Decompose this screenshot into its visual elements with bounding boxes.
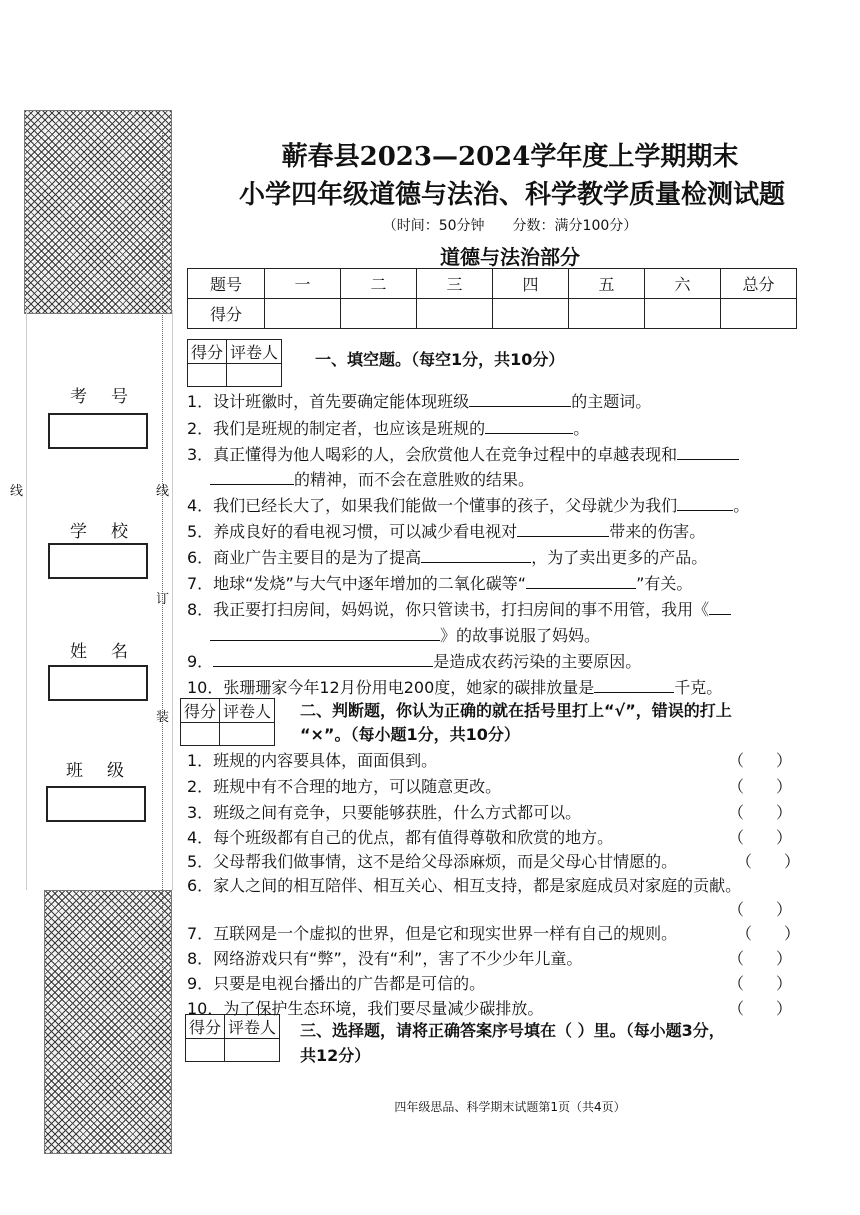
- score-cell[interactable]: [341, 299, 417, 329]
- part1-heading: 一、填空题。（每空1分，共10分）: [315, 350, 565, 369]
- part2-heading-line1: 二、判断题，你认为正确的就在括号里打上“√”，错误的打上: [300, 701, 732, 720]
- exam-title-line2: 小学四年级道德与法治、科学教学质量检测试题: [238, 180, 785, 210]
- answer-blank[interactable]: [469, 389, 571, 407]
- answer-parentheses[interactable]: （ ）: [728, 828, 793, 847]
- margin-char-line-left: 线: [10, 484, 24, 499]
- fill-question-1: 1．设计班徽时，首先要确定能体现班级 的主题词。: [187, 389, 651, 412]
- grader-box-part3: [185, 1014, 280, 1062]
- judge-question-10: 10．为了保护生态环境，我们要尽量减少碳排放。: [187, 999, 544, 1018]
- answer-parentheses[interactable]: （ ）: [736, 924, 801, 943]
- fill-question-8-cont: 》的故事说服了妈妈。: [210, 623, 600, 646]
- score-table-header: 题号: [188, 269, 265, 299]
- grader-score-cell[interactable]: [188, 364, 227, 387]
- fill-question-3: 3．真正懂得为他人喝彩的人，会欣赏他人在竞争过程中的卓越表现和: [187, 442, 739, 465]
- answer-blank[interactable]: [526, 571, 636, 589]
- exam-title-line1: 蕲春县2023—2024学年度上学期期末: [281, 142, 739, 172]
- exam-time-score-info: （时间：50分钟 分数：满分100分）: [382, 218, 638, 234]
- score-row-label: 得分: [188, 299, 265, 329]
- score-table-header: 总分: [721, 269, 797, 299]
- grader-name-label: 评卷人: [227, 340, 282, 364]
- score-cell[interactable]: [417, 299, 493, 329]
- margin-char-ding: 订: [156, 592, 170, 607]
- score-table-header: 三: [417, 269, 493, 299]
- hatched-block-bottom: [44, 890, 172, 1154]
- answer-blank[interactable]: [421, 545, 531, 563]
- answer-parentheses[interactable]: （ ）: [736, 852, 801, 871]
- grader-name-cell[interactable]: [227, 364, 282, 387]
- school-label: 学校: [70, 522, 152, 542]
- answer-parentheses[interactable]: （ ）: [728, 974, 793, 993]
- answer-parentheses[interactable]: （ ）: [728, 751, 793, 770]
- margin-char-line-right: 线: [156, 484, 170, 499]
- answer-blank[interactable]: [517, 519, 609, 537]
- answer-blank[interactable]: [485, 416, 573, 434]
- score-table-header: 二: [341, 269, 417, 299]
- part3-heading-line2: 共12分）: [300, 1046, 371, 1065]
- fill-question-4: 4．我们已经长大了，如果我们能做一个懂事的孩子，父母就少为我们 。: [187, 493, 749, 516]
- answer-parentheses[interactable]: （ ）: [728, 949, 793, 968]
- grader-score-label: 得分: [186, 1015, 225, 1039]
- school-field[interactable]: [48, 543, 148, 579]
- name-field[interactable]: [48, 665, 148, 701]
- score-table-score-row: [188, 299, 797, 329]
- judge-question-4: 4．每个班级都有自己的优点，都有值得尊敬和欣赏的地方。: [187, 828, 614, 847]
- grader-name-label: 评卷人: [220, 699, 275, 723]
- score-table: [187, 268, 797, 329]
- grader-name-label: 评卷人: [225, 1015, 280, 1039]
- fill-question-6: 6．商业广告主要目的是为了提高 ，为了卖出更多的产品。: [187, 545, 707, 568]
- fill-question-9: 9． 是造成农药污染的主要原因。: [187, 649, 641, 672]
- score-cell[interactable]: [645, 299, 721, 329]
- judge-question-8: 8．网络游戏只有“弊”，没有“利”，害了不少少年儿童。: [187, 949, 583, 968]
- fill-question-3-cont: 的精神，而不会在意胜败的结果。: [210, 467, 534, 490]
- score-cell[interactable]: [493, 299, 569, 329]
- grader-name-cell[interactable]: [225, 1039, 280, 1062]
- grader-score-cell[interactable]: [181, 723, 220, 746]
- score-cell[interactable]: [721, 299, 797, 329]
- score-table-header: 四: [493, 269, 569, 299]
- hatched-block-top: [24, 110, 172, 314]
- grader-score-cell[interactable]: [186, 1039, 225, 1062]
- score-cell[interactable]: [265, 299, 341, 329]
- answer-blank[interactable]: [677, 493, 733, 511]
- judge-question-2: 2．班规中有不合理的地方，可以随意更改。: [187, 777, 502, 796]
- judge-question-6: 6．家人之间的相互陪伴、相互关心、相互支持，都是家庭成员对家庭的贡献。: [187, 876, 742, 895]
- section-title: 道德与法治部分: [440, 245, 580, 269]
- fill-question-5: 5．养成良好的看电视习惯，可以减少看电视对 带来的伤害。: [187, 519, 705, 542]
- score-table-header: 六: [645, 269, 721, 299]
- class-field[interactable]: [46, 786, 146, 822]
- fill-question-10: 10．张珊珊家今年12月份用电200度，她家的碳排放量是 千克。: [187, 675, 722, 698]
- grader-box-part1: [187, 339, 282, 387]
- exam-number-field[interactable]: [48, 413, 148, 449]
- judge-question-3: 3．班级之间有竞争，只要能够获胜，什么方式都可以。: [187, 803, 582, 822]
- answer-blank[interactable]: [210, 623, 440, 641]
- answer-parentheses[interactable]: （ ）: [728, 900, 793, 919]
- answer-parentheses[interactable]: （ ）: [728, 777, 793, 796]
- answer-blank[interactable]: [709, 597, 731, 615]
- fill-question-2: 2．我们是班规的制定者，也应该是班规的 。: [187, 416, 589, 439]
- score-table-header: 一: [265, 269, 341, 299]
- answer-blank[interactable]: [210, 467, 294, 485]
- part2-heading-line2: “×”。（每小题1分，共10分）: [300, 725, 520, 744]
- answer-blank[interactable]: [594, 675, 674, 693]
- score-cell[interactable]: [569, 299, 645, 329]
- grader-score-label: 得分: [181, 699, 220, 723]
- answer-blank[interactable]: [677, 442, 739, 460]
- grader-name-cell[interactable]: [220, 723, 275, 746]
- score-table-header-row: [188, 269, 797, 299]
- grader-box-part2: [180, 698, 275, 746]
- margin-char-zhuang: 装: [156, 710, 170, 725]
- answer-parentheses[interactable]: （ ）: [728, 803, 793, 822]
- exam-number-label: 考号: [70, 387, 152, 407]
- binding-dotted-line: [162, 130, 163, 990]
- answer-blank[interactable]: [213, 649, 433, 667]
- answer-parentheses[interactable]: （ ）: [728, 999, 793, 1018]
- fill-question-7: 7．地球“发烧”与大气中逐年增加的二氧化碳等“ ”有关。: [187, 571, 692, 594]
- page-footer: 四年级思品、科学期末试题第1页（共4页）: [394, 1100, 626, 1114]
- judge-question-5: 5．父母帮我们做事情，这不是给父母添麻烦，而是父母心甘情愿的。: [187, 852, 678, 871]
- name-label: 姓名: [70, 642, 152, 662]
- grader-score-label: 得分: [188, 340, 227, 364]
- judge-question-7: 7．互联网是一个虚拟的世界，但是它和现实世界一样有自己的规则。: [187, 924, 678, 943]
- judge-question-9: 9．只要是电视台播出的广告都是可信的。: [187, 974, 486, 993]
- part3-heading-line1: 三、选择题，请将正确答案序号填在（ ）里。（每小题3分，: [300, 1021, 725, 1040]
- fill-question-8: 8．我正要打扫房间，妈妈说，你只管读书，打扫房间的事不用管，我用《: [187, 597, 731, 620]
- judge-question-1: 1．班规的内容要具体，面面俱到。: [187, 751, 438, 770]
- score-table-header: 五: [569, 269, 645, 299]
- class-label: 班级: [66, 761, 148, 781]
